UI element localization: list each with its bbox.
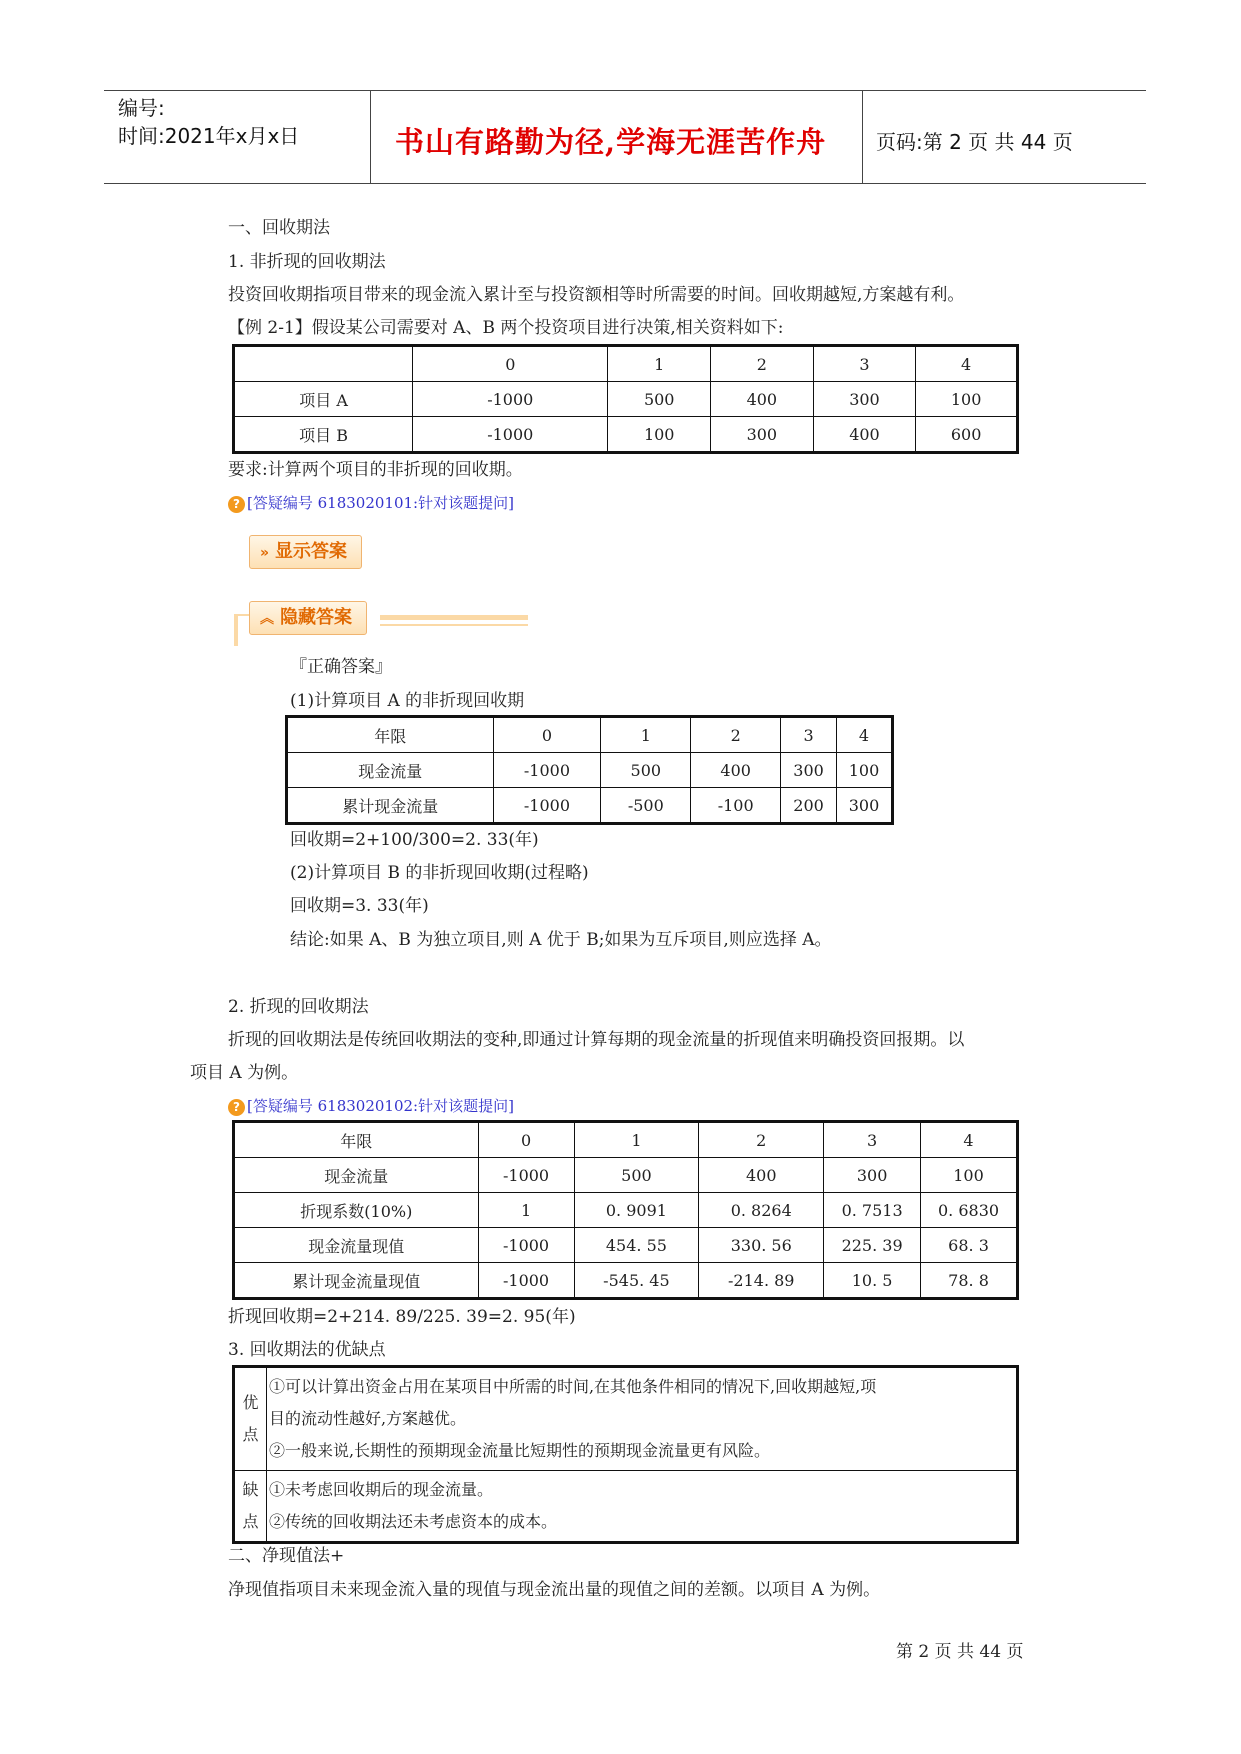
table-cell: 4 xyxy=(837,717,893,753)
table-cell: -500 xyxy=(601,788,691,824)
double-chevron-right-icon: » xyxy=(260,545,270,561)
disadvantage-line: ①未考虑回收期后的现金流量。 xyxy=(268,1480,493,1499)
table-cell xyxy=(234,346,413,382)
table-cell: 500 xyxy=(608,382,711,417)
calc-2-text: 回收期=3. 33(年) xyxy=(290,896,429,916)
paragraph-discount-2: 项目 A 为例。 xyxy=(190,1063,299,1083)
discounted-payback-table xyxy=(232,1120,1019,1300)
table-cell: 400 xyxy=(813,417,916,453)
table-cell: 500 xyxy=(574,1158,699,1193)
qa-link-text: [答疑编号 6183020102:针对该题提问] xyxy=(247,1097,514,1115)
table-row xyxy=(234,1367,1018,1471)
advantages-content-cell xyxy=(266,1367,1017,1471)
table-cell: 400 xyxy=(711,382,814,417)
header-page-label: 页码:第 2 页 共 44 页 xyxy=(876,130,1073,154)
answer-frame-rule-lower xyxy=(380,624,528,626)
table-row xyxy=(234,1228,1018,1263)
table-row xyxy=(234,1122,1018,1158)
requirement-text: 要求:计算两个项目的非折现的回收期。 xyxy=(228,460,523,480)
table-cell: -214. 89 xyxy=(699,1263,824,1299)
document-number-label: 编号: xyxy=(118,96,165,120)
table-cell: -1000 xyxy=(493,788,601,824)
table-cell: 400 xyxy=(699,1158,824,1193)
advantages-label-cell xyxy=(234,1367,267,1471)
table-cell: -1000 xyxy=(478,1158,574,1193)
table-cell: 300 xyxy=(711,417,814,453)
subsection-title-pros-cons: 3. 回收期法的优缺点 xyxy=(228,1340,386,1360)
table-cell: -1000 xyxy=(413,417,608,453)
table-cell: 1 xyxy=(574,1122,699,1158)
table-cell: 2 xyxy=(711,346,814,382)
table-cell: 现金流量 xyxy=(287,753,494,788)
paragraph-discount-1: 折现的回收期法是传统回收期法的变种,即通过计算每期的现金流量的折现值来明确投资回报期。以 xyxy=(228,1030,965,1050)
disadvantages-label-cell xyxy=(234,1471,267,1543)
table-row xyxy=(287,753,893,788)
table-cell: 10. 5 xyxy=(824,1263,921,1299)
table-cell: 项目 A xyxy=(234,382,413,417)
header-motto: 书山有路勤为径,学海无涯苦作舟 xyxy=(395,125,827,159)
example-intro: 【例 2-1】假设某公司需要对 A、B 两个投资项目进行决策,相关资料如下: xyxy=(228,318,784,338)
table-cell: 项目 B xyxy=(234,417,413,453)
table-cell: 300 xyxy=(824,1158,921,1193)
table-cell: 累计现金流量现值 xyxy=(234,1263,479,1299)
answer-frame-left xyxy=(234,614,238,646)
table-row xyxy=(234,417,1018,453)
table-cell: 0 xyxy=(413,346,608,382)
table-cell: -100 xyxy=(691,788,781,824)
table-cell: -545. 45 xyxy=(574,1263,699,1299)
subsection-title-discount: 2. 折现的回收期法 xyxy=(228,997,369,1017)
table-cell: 累计现金流量 xyxy=(287,788,494,824)
project-data-table xyxy=(232,344,1019,454)
table-cell: 200 xyxy=(781,788,837,824)
disadvantages-content-cell xyxy=(266,1471,1017,1543)
hide-answer-label: 隐藏答案 xyxy=(280,607,352,628)
table-cell: 100 xyxy=(837,753,893,788)
footer-page-number: 第 2 页 共 44 页 xyxy=(896,1642,1024,1662)
table-row xyxy=(234,1158,1018,1193)
table-cell: 现金流量现值 xyxy=(234,1228,479,1263)
table-cell: 4 xyxy=(921,1122,1018,1158)
section-title-npv: 二、净现值法+ xyxy=(228,1546,345,1566)
table-row xyxy=(287,717,893,753)
table-cell: 3 xyxy=(781,717,837,753)
table-row xyxy=(234,1471,1018,1543)
table-cell: 0 xyxy=(478,1122,574,1158)
hide-answer-button[interactable] xyxy=(249,601,367,635)
table-cell: 100 xyxy=(608,417,711,453)
header-divider-right xyxy=(862,90,863,183)
table-cell: 1 xyxy=(608,346,711,382)
question-icon: ? xyxy=(228,496,245,513)
qa-link-text: [答疑编号 6183020101:针对该题提问] xyxy=(247,494,514,512)
subsection-title-nondiscount: 1. 非折现的回收期法 xyxy=(228,252,386,272)
advantages-label: 优点 xyxy=(242,1393,259,1444)
table-cell: 300 xyxy=(813,382,916,417)
table-cell: 300 xyxy=(837,788,893,824)
table-cell: 100 xyxy=(921,1158,1018,1193)
conclusion-text: 结论:如果 A、B 为独立项目,则 A 优于 B;如果为互斥项目,则应选择 A。 xyxy=(290,930,832,950)
advantage-line: ②一般来说,长期性的预期现金流量比短期性的预期现金流量更有风险。 xyxy=(268,1441,771,1460)
table-cell: 年限 xyxy=(287,717,494,753)
table-cell: 1 xyxy=(478,1193,574,1228)
table-cell: 0. 8264 xyxy=(699,1193,824,1228)
table-cell: 225. 39 xyxy=(824,1228,921,1263)
table-cell: 68. 3 xyxy=(921,1228,1018,1263)
section-title-payback: 一、回收期法 xyxy=(228,218,330,238)
table-cell: 600 xyxy=(916,417,1018,453)
table-cell: 0. 9091 xyxy=(574,1193,699,1228)
correct-answer-label: 『正确答案』 xyxy=(290,657,392,677)
question-icon: ? xyxy=(228,1099,245,1116)
table-cell: 400 xyxy=(691,753,781,788)
header-divider-left xyxy=(370,90,371,183)
table-cell: -1000 xyxy=(478,1263,574,1299)
show-answer-button[interactable] xyxy=(249,535,362,569)
qa-link-1[interactable] xyxy=(228,492,514,513)
disadvantage-line: ②传统的回收期法还未考虑资本的成本。 xyxy=(268,1512,557,1531)
table-cell: 年限 xyxy=(234,1122,479,1158)
calc-3-text: 折现回收期=2+214. 89/225. 39=2. 95(年) xyxy=(228,1307,576,1327)
answer-frame-rule xyxy=(380,615,528,620)
table-cell: 1 xyxy=(601,717,691,753)
table-cell: 500 xyxy=(601,753,691,788)
qa-link-2[interactable] xyxy=(228,1095,514,1116)
table-cell: 78. 8 xyxy=(921,1263,1018,1299)
advantage-line: 目的流动性越好,方案越优。 xyxy=(268,1409,467,1428)
table-cell: 0 xyxy=(493,717,601,753)
table-cell: 2 xyxy=(699,1122,824,1158)
table-row xyxy=(287,788,893,824)
table-cell: 现金流量 xyxy=(234,1158,479,1193)
table-cell: 2 xyxy=(691,717,781,753)
table-cell: -1000 xyxy=(478,1228,574,1263)
header-top-rule xyxy=(104,90,1146,91)
advantage-line: ①可以计算出资金占用在某项目中所需的时间,在其他条件相同的情况下,回收期越短,项 xyxy=(268,1377,877,1396)
table-cell: 330. 56 xyxy=(699,1228,824,1263)
table-cell: 3 xyxy=(813,346,916,382)
paragraph-payback-definition: 投资回收期指项目带来的现金流入累计至与投资额相等时所需要的时间。回收期越短,方案越有利。 xyxy=(228,285,965,305)
table-row xyxy=(234,382,1018,417)
table-cell: 折现系数(10%) xyxy=(234,1193,479,1228)
table-cell: -1000 xyxy=(493,753,601,788)
double-chevron-up-icon: ︽ xyxy=(260,611,274,627)
table-cell: 0. 7513 xyxy=(824,1193,921,1228)
calc-1-text: 回收期=2+100/300=2. 33(年) xyxy=(290,830,539,850)
table-cell: 4 xyxy=(916,346,1018,382)
table-row xyxy=(234,346,1018,382)
table-cell: 3 xyxy=(824,1122,921,1158)
pros-cons-table xyxy=(232,1365,1019,1544)
disadvantages-label: 缺点 xyxy=(242,1480,259,1531)
paragraph-npv-definition: 净现值指项目未来现金流入量的现值与现金流出量的现值之间的差额。以项目 A 为例。 xyxy=(228,1580,881,1600)
project-a-payback-table xyxy=(285,715,894,825)
step-1-text: (1)计算项目 A 的非折现回收期 xyxy=(290,691,525,711)
table-cell: 300 xyxy=(781,753,837,788)
header-bottom-rule xyxy=(104,183,1146,184)
table-cell: 454. 55 xyxy=(574,1228,699,1263)
document-time-label: 时间:2021年x月x日 xyxy=(118,124,300,148)
table-cell: -1000 xyxy=(413,382,608,417)
table-cell: 0. 6830 xyxy=(921,1193,1018,1228)
table-row xyxy=(234,1193,1018,1228)
table-row xyxy=(234,1263,1018,1299)
step-2-text: (2)计算项目 B 的非折现回收期(过程略) xyxy=(290,863,589,883)
table-cell: 100 xyxy=(916,382,1018,417)
show-answer-label: 显示答案 xyxy=(275,541,348,562)
